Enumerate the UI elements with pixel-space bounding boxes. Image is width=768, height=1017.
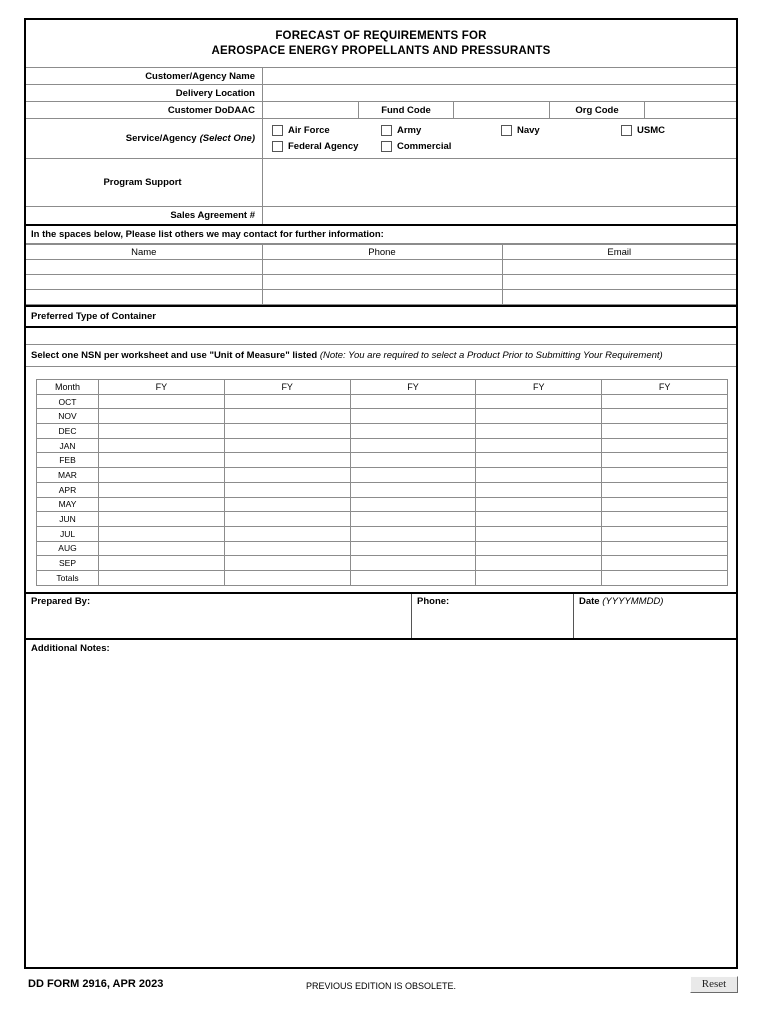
- table-row: [37, 497, 728, 512]
- forecast-month-label-apr: APR: [37, 482, 99, 497]
- forecast-col-fy-3[interactable]: FY: [350, 380, 476, 395]
- contact-name-input-3[interactable]: [26, 290, 262, 305]
- forecast-cell-feb-fy2[interactable]: [224, 453, 350, 468]
- checkbox-usmc-icon[interactable]: [621, 125, 632, 136]
- checkbox-label-commercial: Commercial: [397, 141, 452, 152]
- forecast-cell-aug-fy1[interactable]: [99, 541, 225, 556]
- input-org-code[interactable]: [645, 102, 736, 118]
- footer-form-number: DD FORM 2916, APR 2023: [28, 978, 164, 990]
- table-row: [26, 290, 736, 305]
- label-delivery-location: Delivery Location: [26, 85, 263, 101]
- phone-field[interactable]: [412, 594, 574, 638]
- forecast-month-label-nov: NOV: [37, 409, 99, 424]
- forecast-total-fy1: [99, 570, 225, 585]
- forecast-cell-jan-fy3[interactable]: [350, 438, 476, 453]
- contact-name-input-2[interactable]: [26, 275, 262, 290]
- table-row: [26, 275, 736, 290]
- forecast-cell-sep-fy3[interactable]: [350, 556, 476, 571]
- forecast-cell-apr-fy1[interactable]: [99, 482, 225, 497]
- form-footer: [24, 978, 738, 1000]
- date-field[interactable]: [574, 594, 736, 638]
- forecast-cell-apr-fy2[interactable]: [224, 482, 350, 497]
- table-row: [37, 424, 728, 439]
- label-customer-dodaac: Customer DoDAAC: [26, 102, 263, 118]
- label-prepared-by: Prepared By:: [31, 595, 91, 607]
- checkbox-item-army[interactable]: [381, 125, 501, 136]
- forecast-cell-sep-fy1[interactable]: [99, 556, 225, 571]
- forecast-total-fy2: [224, 570, 350, 585]
- service-agency-options-row-2: [263, 139, 736, 154]
- forecast-cell-feb-fy4[interactable]: [476, 453, 602, 468]
- signature-row: [26, 592, 736, 640]
- row-sales-agreement: [26, 207, 736, 224]
- forecast-month-label-sep: SEP: [37, 556, 99, 571]
- table-row: [37, 556, 728, 571]
- label-service-agency-hint: (Select One): [199, 133, 255, 144]
- form-title-line-2: AEROSPACE ENERGY PROPELLANTS AND PRESSURANTS: [211, 45, 551, 57]
- input-customer-agency-name[interactable]: [263, 68, 736, 84]
- forecast-month-label-feb: FEB: [37, 453, 99, 468]
- reset-button[interactable]: Reset: [690, 976, 738, 993]
- forecast-month-label-jan: JAN: [37, 438, 99, 453]
- checkbox-item-commercial[interactable]: [381, 141, 501, 152]
- forecast-total-fy5: [602, 570, 728, 585]
- label-preferred-container: Preferred Type of Container: [26, 305, 736, 328]
- forecast-cell-feb-fy5[interactable]: [602, 453, 728, 468]
- footer-previous-edition: PREVIOUS EDITION IS OBSOLETE.: [305, 981, 457, 991]
- forecast-cell-sep-fy2[interactable]: [224, 556, 350, 571]
- form-outer-frame: [24, 18, 738, 969]
- prepared-by-field[interactable]: [26, 594, 412, 638]
- contacts-instruction: In the spaces below, Please list others we may contact for further information:: [26, 224, 736, 244]
- label-phone: Phone:: [417, 595, 450, 607]
- forecast-cell-may-fy3[interactable]: [350, 497, 476, 512]
- nsn-spacer-2: [26, 367, 736, 379]
- checkbox-commercial-icon[interactable]: [381, 141, 392, 152]
- forecast-month-label-may: MAY: [37, 497, 99, 512]
- forecast-cell-mar-fy3[interactable]: [350, 468, 476, 483]
- contact-email-input-2[interactable]: [502, 275, 736, 290]
- checkbox-navy-icon[interactable]: [501, 125, 512, 136]
- contacts-col-email: Email: [502, 245, 736, 260]
- checkbox-label-navy: Navy: [517, 125, 540, 136]
- label-service-agency-text: Service/Agency: [125, 133, 197, 144]
- contacts-col-name: Name: [26, 245, 262, 260]
- forecast-cell-jun-fy3[interactable]: [350, 512, 476, 527]
- forecast-cell-aug-fy4[interactable]: [476, 541, 602, 556]
- forecast-month-label-oct: OCT: [37, 394, 99, 409]
- row-dodaac-fund-org: [26, 102, 736, 119]
- table-row: [37, 438, 728, 453]
- table-row: [37, 453, 728, 468]
- forecast-cell-nov-fy5[interactable]: [602, 409, 728, 424]
- forecast-cell-dec-fy3[interactable]: [350, 424, 476, 439]
- forecast-cell-nov-fy4[interactable]: [476, 409, 602, 424]
- forecast-cell-mar-fy1[interactable]: [99, 468, 225, 483]
- table-row: [37, 482, 728, 497]
- forecast-cell-jun-fy5[interactable]: [602, 512, 728, 527]
- row-service-agency: [26, 119, 736, 159]
- contacts-table: [26, 244, 736, 305]
- contact-phone-input-3[interactable]: [262, 290, 502, 305]
- forecast-cell-jul-fy2[interactable]: [224, 526, 350, 541]
- contacts-col-phone: Phone: [262, 245, 502, 260]
- table-row: [37, 468, 728, 483]
- forecast-table: [36, 379, 728, 586]
- form-title-line-1: FORECAST OF REQUIREMENTS FOR: [275, 30, 487, 42]
- table-row: [26, 260, 736, 275]
- checkbox-label-usmc: USMC: [637, 125, 665, 136]
- contact-email-input-1[interactable]: [502, 260, 736, 275]
- forecast-cell-jul-fy1[interactable]: [99, 526, 225, 541]
- label-sales-agreement: Sales Agreement #: [26, 207, 263, 224]
- forecast-totals-label: Totals: [37, 570, 99, 585]
- forecast-month-label-dec: DEC: [37, 424, 99, 439]
- forecast-cell-oct-fy3[interactable]: [350, 394, 476, 409]
- table-row: [37, 512, 728, 527]
- forecast-cell-feb-fy3[interactable]: [350, 453, 476, 468]
- forecast-cell-jan-fy2[interactable]: [224, 438, 350, 453]
- input-sales-agreement[interactable]: [263, 207, 736, 224]
- forecast-cell-mar-fy4[interactable]: [476, 468, 602, 483]
- forecast-cell-apr-fy5[interactable]: [602, 482, 728, 497]
- nsn-instruction-italic: (Note: You are required to select a Product Prior to Submitting Your Requirement): [319, 350, 663, 361]
- label-date: Date: [579, 595, 600, 607]
- row-customer-agency-name: [26, 68, 736, 85]
- forecast-cell-jul-fy3[interactable]: [350, 526, 476, 541]
- table-row: [37, 541, 728, 556]
- checkbox-label-federal-agency: Federal Agency: [288, 141, 359, 152]
- input-delivery-location[interactable]: [263, 85, 736, 101]
- label-org-code: Org Code: [550, 102, 645, 118]
- forecast-cell-oct-fy1[interactable]: [99, 394, 225, 409]
- checkbox-air-force-icon[interactable]: [272, 125, 283, 136]
- forecast-total-fy4: [476, 570, 602, 585]
- input-program-support[interactable]: [263, 159, 736, 206]
- checkbox-item-usmc[interactable]: [621, 125, 736, 136]
- forecast-table-wrapper: [26, 379, 736, 586]
- checkbox-army-icon[interactable]: [381, 125, 392, 136]
- checkbox-label-air-force: Air Force: [288, 125, 330, 136]
- nsn-instruction: [26, 345, 736, 367]
- forecast-cell-aug-fy3[interactable]: [350, 541, 476, 556]
- forecast-cell-jun-fy1[interactable]: [99, 512, 225, 527]
- forecast-totals-row: [37, 570, 728, 585]
- forecast-cell-may-fy4[interactable]: [476, 497, 602, 512]
- forecast-month-label-aug: AUG: [37, 541, 99, 556]
- checkbox-item-federal-agency[interactable]: [263, 141, 381, 152]
- forecast-cell-jul-fy4[interactable]: [476, 526, 602, 541]
- nsn-instruction-bold: Select one NSN per worksheet and use "Unit of Measure" listed: [31, 350, 318, 361]
- forecast-col-fy-2[interactable]: FY: [224, 380, 350, 395]
- forecast-cell-nov-fy1[interactable]: [99, 409, 225, 424]
- forecast-cell-dec-fy4[interactable]: [476, 424, 602, 439]
- contact-email-input-3[interactable]: [502, 290, 736, 305]
- forecast-cell-mar-fy5[interactable]: [602, 468, 728, 483]
- forecast-cell-jun-fy2[interactable]: [224, 512, 350, 527]
- label-program-support: Program Support: [26, 159, 263, 206]
- nsn-spacer: [26, 328, 736, 345]
- forecast-cell-may-fy5[interactable]: [602, 497, 728, 512]
- forecast-cell-mar-fy2[interactable]: [224, 468, 350, 483]
- checkbox-label-army: Army: [397, 125, 422, 136]
- forecast-cell-jan-fy1[interactable]: [99, 438, 225, 453]
- label-customer-agency-name: Customer/Agency Name: [26, 68, 263, 84]
- forecast-cell-dec-fy5[interactable]: [602, 424, 728, 439]
- forecast-cell-jun-fy4[interactable]: [476, 512, 602, 527]
- forecast-cell-dec-fy1[interactable]: [99, 424, 225, 439]
- forecast-cell-apr-fy4[interactable]: [476, 482, 602, 497]
- label-additional-notes: Additional Notes:: [31, 642, 110, 654]
- contact-phone-input-1[interactable]: [262, 260, 502, 275]
- forecast-cell-oct-fy4[interactable]: [476, 394, 602, 409]
- forecast-cell-jul-fy5[interactable]: [602, 526, 728, 541]
- forecast-col-fy-5[interactable]: FY: [602, 380, 728, 395]
- forecast-cell-may-fy1[interactable]: [99, 497, 225, 512]
- input-fund-code[interactable]: [454, 102, 550, 118]
- contact-name-input-1[interactable]: [26, 260, 262, 275]
- forecast-header-row: [37, 380, 728, 395]
- forecast-cell-sep-fy5[interactable]: [602, 556, 728, 571]
- forecast-cell-may-fy2[interactable]: [224, 497, 350, 512]
- forecast-cell-nov-fy2[interactable]: [224, 409, 350, 424]
- checkbox-item-navy[interactable]: [501, 125, 621, 136]
- row-delivery-location: [26, 85, 736, 102]
- forecast-cell-sep-fy4[interactable]: [476, 556, 602, 571]
- forecast-cell-aug-fy2[interactable]: [224, 541, 350, 556]
- service-agency-options: [263, 119, 736, 158]
- table-row: [37, 409, 728, 424]
- forecast-cell-oct-fy5[interactable]: [602, 394, 728, 409]
- form-title-block: [26, 20, 736, 68]
- forecast-cell-apr-fy3[interactable]: [350, 482, 476, 497]
- service-agency-options-row-1: [263, 123, 736, 138]
- contact-phone-input-2[interactable]: [262, 275, 502, 290]
- forecast-month-label-mar: MAR: [37, 468, 99, 483]
- label-service-agency: [26, 119, 263, 158]
- forecast-cell-oct-fy2[interactable]: [224, 394, 350, 409]
- forecast-cell-jan-fy4[interactable]: [476, 438, 602, 453]
- forecast-col-fy-4[interactable]: FY: [476, 380, 602, 395]
- label-date-format: (YYYYMMDD): [602, 595, 664, 607]
- checkbox-federal-agency-icon[interactable]: [272, 141, 283, 152]
- forecast-cell-jan-fy5[interactable]: [602, 438, 728, 453]
- table-row: [37, 526, 728, 541]
- forecast-total-fy3: [350, 570, 476, 585]
- forecast-col-month: Month: [37, 380, 99, 395]
- forecast-cell-feb-fy1[interactable]: [99, 453, 225, 468]
- forecast-cell-dec-fy2[interactable]: [224, 424, 350, 439]
- forecast-month-label-jul: JUL: [37, 526, 99, 541]
- table-row: [37, 394, 728, 409]
- forecast-col-fy-1[interactable]: FY: [99, 380, 225, 395]
- label-fund-code: Fund Code: [359, 102, 454, 118]
- checkbox-item-air-force[interactable]: [263, 125, 381, 136]
- forecast-cell-nov-fy3[interactable]: [350, 409, 476, 424]
- forecast-cell-aug-fy5[interactable]: [602, 541, 728, 556]
- input-customer-dodaac[interactable]: [263, 102, 359, 118]
- contacts-header-row: [26, 245, 736, 260]
- forecast-month-label-jun: JUN: [37, 512, 99, 527]
- row-program-support: [26, 159, 736, 207]
